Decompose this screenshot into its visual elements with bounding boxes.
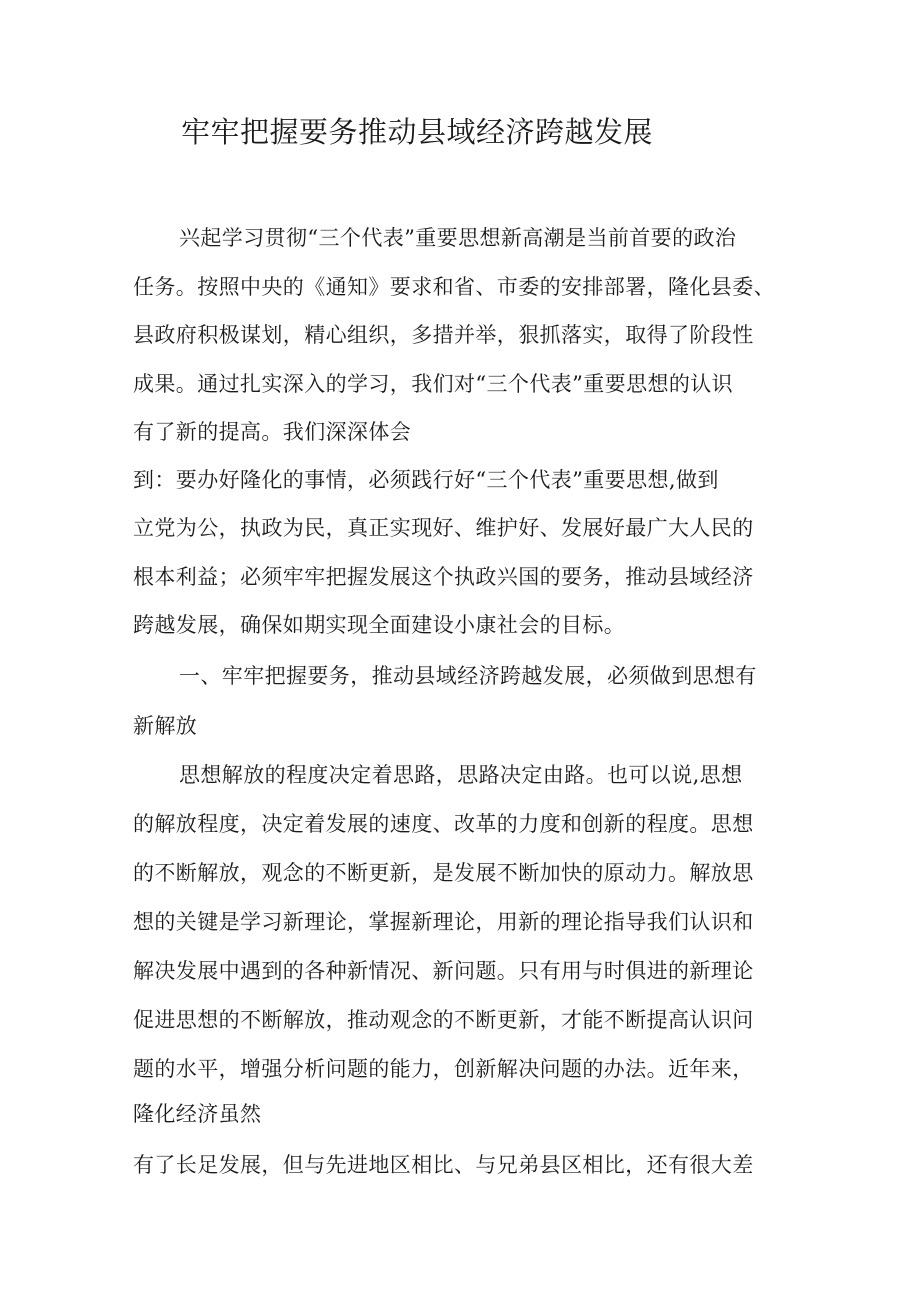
text-line: 思想解放的程度决定着思路，思路决定由路。也可以说,思想 (179, 763, 743, 787)
text-line: 隆化经济虽然 (133, 1102, 262, 1126)
text-line: 成果。通过扎实深入的学习，我们对“三个代表”重要思想的认识 (133, 372, 734, 396)
section-heading: 一、牢牢把握要务，推动县域经济跨越发展，必须做到思想有 (179, 664, 757, 688)
text-line: 到：要办好隆化的事情，必须践行好“三个代表”重要思想,做到 (133, 468, 719, 492)
text-line: 县政府积极谋划，精心组织，多措并举，狠抓落实，取得了阶段性 (133, 323, 754, 347)
section-heading-cont: 新解放 (133, 714, 198, 738)
text-line: 跨越发展，确保如期实现全面建设小康社会的目标。 (133, 613, 626, 637)
text-line: 兴起学习贯彻“三个代表”重要思想新高潮是当前首要的政治 (179, 226, 737, 250)
text-line: 解决发展中遇到的各种新情况、新问题。只有用与时俱进的新理论 (133, 959, 754, 983)
text-line: 任务。按照中央的《通知》要求和省、市委的安排部署，隆化县委、 (133, 275, 775, 299)
document-title: 牢牢把握要务推动县域经济跨越发展 (181, 115, 654, 149)
text-line: 想的关键是学习新理论，掌握新理论，用新的理论指导我们认识和 (133, 910, 754, 934)
text-line: 有了新的提高。我们深深体会 (133, 420, 412, 444)
text-line: 的不断解放，观念的不断更新，是发展不断加快的原动力。解放思 (133, 861, 754, 885)
text-line: 根本利益；必须牢牢把握发展这个执政兴国的要务，推动县域经济 (133, 565, 754, 589)
text-line: 促进思想的不断解放，推动观念的不断更新，才能不断提高认识问 (133, 1008, 754, 1032)
text-line: 的解放程度，决定着发展的速度、改革的力度和创新的程度。思想 (133, 812, 754, 836)
text-line: 题的水平，增强分析问题的能力，创新解决问题的办法。近年来， (133, 1057, 754, 1081)
text-line: 立党为公，执政为民，真正实现好、维护好、发展好最广大人民的 (133, 516, 754, 540)
text-line: 有了长足发展，但与先进地区相比、与兄弟县区相比，还有很大差 (133, 1153, 754, 1177)
